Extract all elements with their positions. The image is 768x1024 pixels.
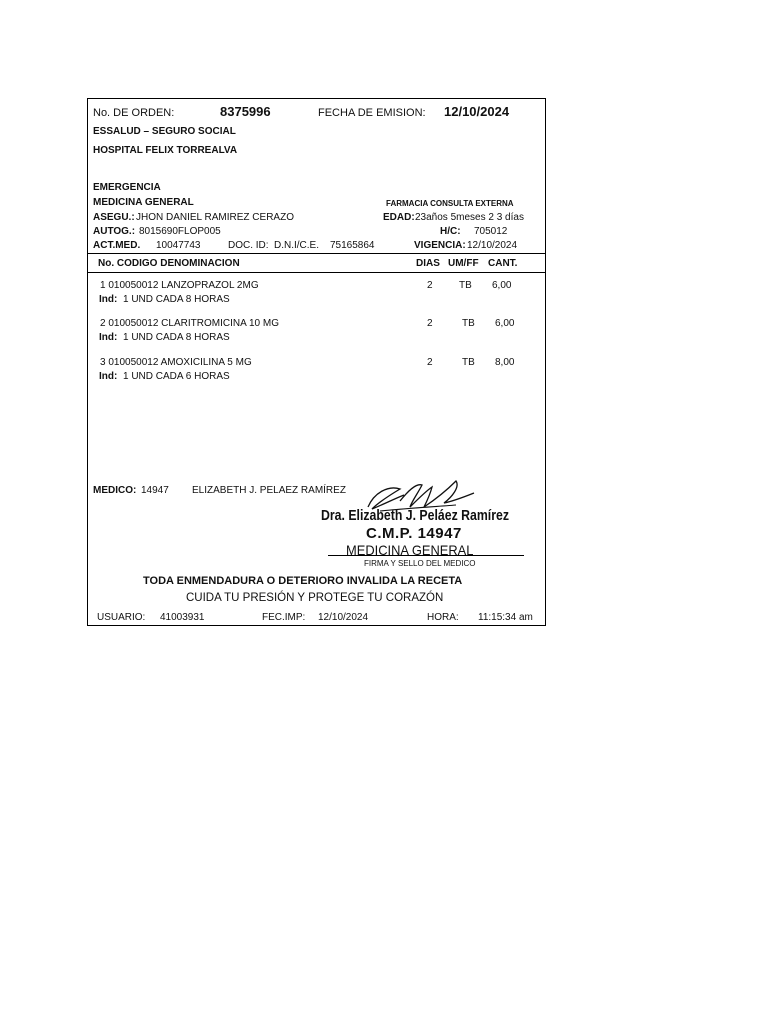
hospital-name: HOSPITAL FELIX TORREALVA xyxy=(93,145,238,156)
item-line: 2 010050012 CLARITROMICINA 10 MG xyxy=(100,318,279,329)
autog-label: AUTOG.: xyxy=(93,226,136,237)
signature-line xyxy=(328,555,524,556)
table-header-rule xyxy=(88,272,545,273)
print-date-label: FEC.IMP: xyxy=(262,612,306,623)
user-label: USUARIO: xyxy=(97,612,146,623)
item-qty: 6,00 xyxy=(495,318,515,329)
item-line: 3 010050012 AMOXICILINA 5 MG xyxy=(100,357,252,368)
item-indication: 1 UND CADA 8 HORAS xyxy=(123,332,230,343)
issue-date: 12/10/2024 xyxy=(444,104,510,119)
item-line: 1 010050012 LANZOPRAZOL 2MG xyxy=(100,280,259,291)
doctor-code: 14947 xyxy=(141,485,169,496)
item-days: 2 xyxy=(427,280,433,291)
validity-warning: TODA ENMENDADURA O DETERIORO INVALIDA LA RECETA xyxy=(143,575,463,587)
item-indication-label: Ind: xyxy=(99,371,118,382)
doc-id-type: D.N.I/C.E. xyxy=(274,240,320,251)
doctor-label: MEDICO: xyxy=(93,485,137,496)
doc-id-value: 75165864 xyxy=(330,240,375,251)
actmed-label: ACT.MED. xyxy=(93,240,141,251)
table-top-rule xyxy=(88,253,545,254)
autog-value: 8015690FLOP005 xyxy=(139,226,221,237)
stamp-specialty: MEDICINA GENERAL xyxy=(346,542,474,558)
column-header-days: DIAS xyxy=(416,258,440,269)
insured-label: ASEGU.: xyxy=(93,212,135,223)
item-indication-label: Ind: xyxy=(99,332,118,343)
item-indication: 1 UND CADA 6 HORAS xyxy=(123,371,230,382)
institution-name: ESSALUD – SEGURO SOCIAL xyxy=(93,126,236,137)
service-area: EMERGENCIA xyxy=(93,182,161,193)
item-um: TB xyxy=(462,318,475,329)
health-slogan: CUIDA TU PRESIÓN Y PROTEGE TU CORAZÓN xyxy=(186,592,444,604)
issue-date-label: FECHA DE EMISION: xyxy=(318,107,426,119)
age-label: EDAD: xyxy=(383,212,415,223)
item-um: TB xyxy=(462,357,475,368)
signature-caption: FIRMA Y SELLO DEL MEDICO xyxy=(364,559,476,568)
stamp-doctor-name: Dra. Elizabeth J. Peláez Ramírez xyxy=(321,507,509,524)
print-time-label: HORA: xyxy=(427,612,459,623)
hc-label: H/C: xyxy=(440,226,461,237)
column-header-qty: CANT. xyxy=(488,258,518,269)
column-header-item: No. CODIGO DENOMINACION xyxy=(98,258,240,269)
order-label: No. DE ORDEN: xyxy=(93,107,175,119)
insured-name: JHON DANIEL RAMIREZ CERAZO xyxy=(136,212,294,223)
order-number: 8375996 xyxy=(220,104,271,119)
item-qty: 6,00 xyxy=(492,280,512,291)
item-days: 2 xyxy=(427,318,433,329)
item-um: TB xyxy=(459,280,472,291)
user-value: 41003931 xyxy=(160,612,205,623)
actmed-value: 10047743 xyxy=(156,240,201,251)
print-date-value: 12/10/2024 xyxy=(318,612,369,623)
print-time-value: 11:15:34 am xyxy=(478,612,533,623)
prescription-form xyxy=(87,98,546,626)
stamp-cmp: C.M.P. 14947 xyxy=(366,525,462,542)
column-header-um: UM/FF xyxy=(448,258,479,269)
item-indication: 1 UND CADA 8 HORAS xyxy=(123,294,230,305)
pharmacy-name: FARMACIA CONSULTA EXTERNA xyxy=(386,199,514,208)
validity-value: 12/10/2024 xyxy=(467,240,518,251)
doctor-name: ELIZABETH J. PELAEZ RAMÍREZ xyxy=(192,485,346,496)
validity-label: VIGENCIA: xyxy=(414,240,466,251)
hc-value: 705012 xyxy=(474,226,508,237)
item-indication-label: Ind: xyxy=(99,294,118,305)
item-days: 2 xyxy=(427,357,433,368)
age-value: 23años 5meses 2 3 días xyxy=(415,212,524,223)
doc-id-label: DOC. ID: xyxy=(228,240,269,251)
item-qty: 8,00 xyxy=(495,357,515,368)
service-specialty: MEDICINA GENERAL xyxy=(93,197,194,208)
